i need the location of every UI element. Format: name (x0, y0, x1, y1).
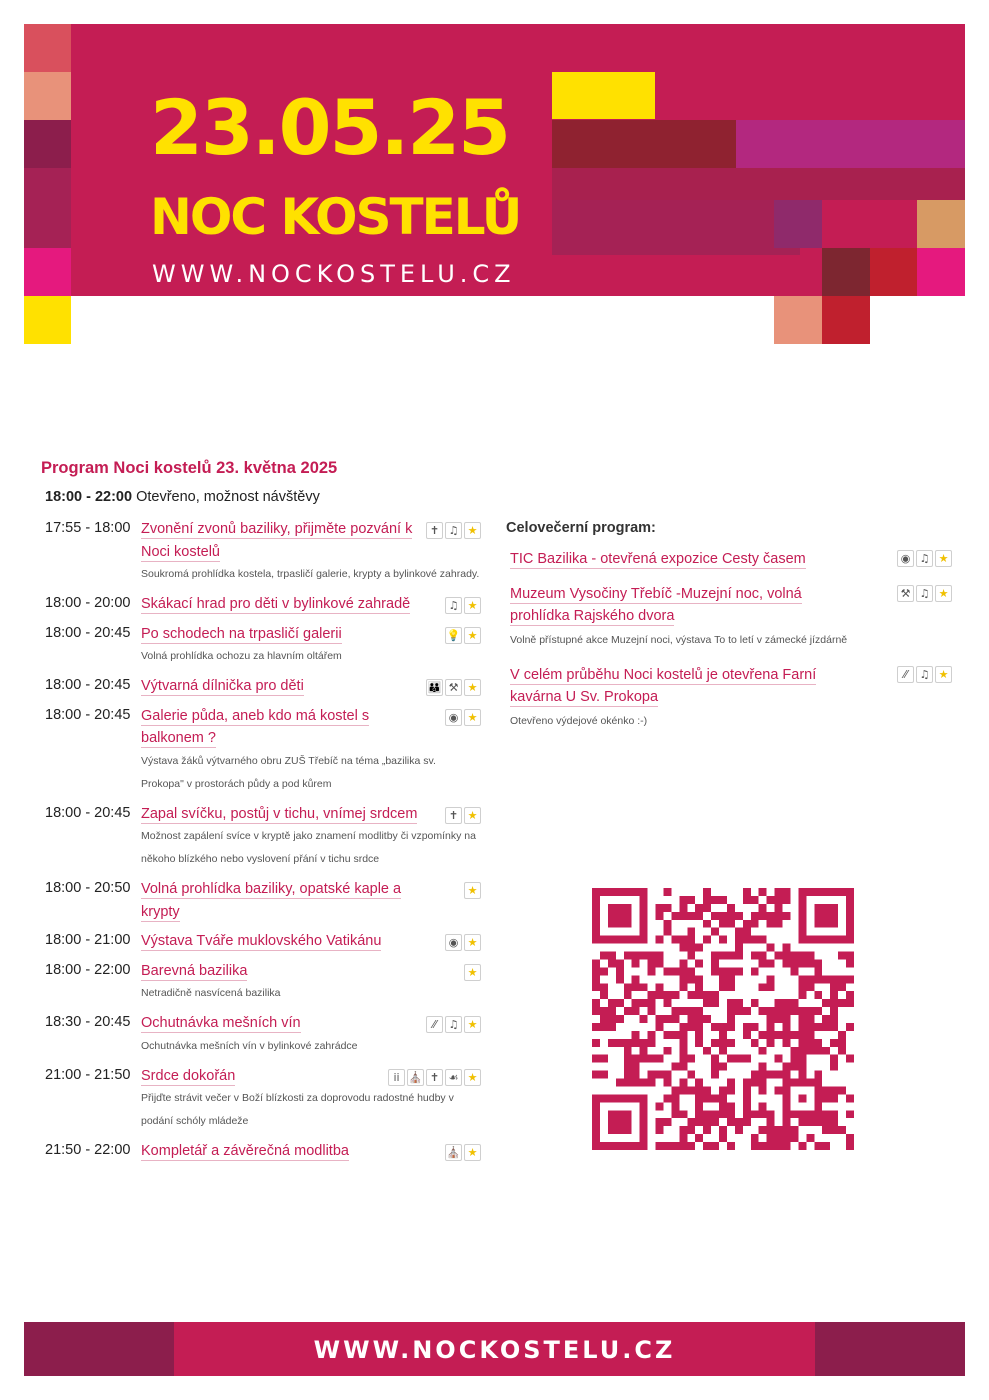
event-description: Otevřeno výdejové okénko :-) (510, 714, 648, 727)
header-banner (24, 24, 965, 296)
deco-block (774, 296, 822, 344)
event-time: 18:00 - 20:45 (45, 706, 131, 723)
event-title[interactable] (141, 623, 431, 646)
star-icon: ★ (464, 807, 481, 824)
event-title[interactable] (141, 518, 431, 563)
music-icon: ♫ (916, 550, 933, 567)
star-icon: ★ (464, 882, 481, 899)
star-icon: ★ (464, 1144, 481, 1161)
event-title-link[interactable]: Výtvarná dílnička pro děti (141, 678, 304, 694)
event-date: 23.05.25 (150, 83, 510, 172)
event-title-link[interactable]: Skákací hrad pro děti v bylinkové zahradě (141, 596, 411, 612)
opening-text: Otevřeno, možnost návštěvy (136, 489, 320, 505)
program-title: Program Noci kostelů 23. května 2025 (41, 459, 338, 477)
event-icons (445, 627, 481, 644)
all-evening-list (506, 548, 952, 733)
event-title: NOC KOSTELŮ (150, 188, 521, 246)
event-icons (388, 1069, 481, 1086)
event-title[interactable] (141, 930, 431, 953)
event-time: 21:50 - 22:00 (45, 1142, 131, 1158)
wine-icon: ⁄⁄ (897, 666, 914, 683)
event-icons (897, 550, 952, 567)
pray-icon: ⛪ (408, 1070, 423, 1084)
event-row (45, 930, 485, 953)
event-title-link[interactable]: Muzeum Vysočiny Třebíč -Muzejní noc, volná prohlídka Rajského dvora (510, 585, 802, 624)
event-description: Přijďte strávit večer v Boží blízkosti za doprovodu radostné hudby v podání schóly mládeže (141, 1092, 454, 1127)
cross-icon: ✝ (426, 522, 443, 539)
event-icons (426, 1016, 481, 1033)
music-icon: ♫ (445, 522, 462, 539)
event-title[interactable] (141, 803, 431, 826)
event-time: 18:00 - 20:50 (45, 880, 131, 896)
event-row (45, 705, 485, 796)
event-row (45, 1065, 485, 1134)
event-icons (464, 964, 481, 981)
event-title[interactable] (510, 548, 860, 571)
event-row (45, 1012, 485, 1058)
music-icon: ♫ (916, 666, 933, 683)
event-row (45, 803, 485, 872)
event-title-link[interactable]: Zapal svíčku, postůj v tichu, vnímej srdcem (141, 805, 418, 822)
all-evening-event (506, 583, 952, 652)
event-time: 18:00 - 20:00 (45, 595, 131, 611)
music-icon: ♫ (445, 597, 462, 614)
footer-banner (24, 1322, 965, 1376)
event-description: Výstava žáků výtvarného obru ZUŠ Třebíč na téma „bazilika sv. Prokopa" v prostorách půdy a pod kůrem (141, 754, 436, 790)
all-evening-heading: Celovečerní program: (506, 520, 656, 536)
tool-icon: ⚒ (445, 679, 462, 696)
event-title-link[interactable]: Barevná bazilika (141, 962, 248, 979)
all-evening-event (506, 664, 952, 733)
star-icon: ★ (464, 1016, 481, 1033)
event-title-link[interactable]: Kompletář a závěrečná modlitba (141, 1143, 349, 1159)
music-icon: ♫ (445, 1016, 462, 1033)
event-title[interactable] (141, 1140, 431, 1163)
music-icon: ♫ (916, 585, 933, 602)
cross-icon: ✝ (426, 1069, 443, 1086)
event-description: Netradičně nasvícená bazilika (141, 987, 281, 999)
event-title[interactable] (141, 675, 431, 698)
event-time: 21:00 - 21:50 (45, 1066, 131, 1083)
event-icons (445, 709, 481, 726)
event-icons (445, 934, 481, 951)
event-title-link[interactable]: Ochutnávka mešních vín (141, 1015, 301, 1031)
deco-block (822, 296, 870, 344)
star-icon: ★ (935, 585, 952, 602)
star-icon: ★ (464, 627, 481, 644)
event-icons (464, 882, 481, 899)
star-icon: ★ (464, 679, 481, 696)
event-title-link[interactable]: Srdce dokořán (141, 1067, 236, 1084)
event-title-link[interactable]: Zvonění zvonů baziliky, přijměte pozvání k Noci kostelů (141, 521, 413, 560)
event-row (45, 1140, 485, 1163)
event-description: Soukromá prohlídka kostela, trpasličí galerie, krypty a bylinkové zahrady. (141, 568, 480, 580)
star-icon: ★ (464, 934, 481, 951)
event-title[interactable] (141, 593, 431, 616)
event-title-link[interactable]: V celém průběhu Noci kostelů je otevřena Farní kavárna U Sv. Prokopa (510, 666, 817, 705)
event-title-link[interactable]: Výstava Tváře muklovského Vatikánu (141, 933, 382, 949)
event-row (45, 960, 485, 1006)
event-icons (445, 1144, 481, 1161)
event-time: 18:30 - 20:45 (45, 1014, 131, 1030)
event-description: Možnost zapálení svíce v kryptě jako znamení modlitby či vzpomínky na někoho blízkého nebo vyslovení přání v tichu srdce (141, 830, 476, 865)
pray-icon: ⛪ (446, 1146, 461, 1159)
event-title-link[interactable]: Galerie půda, aneb kdo má kostel s balkonem ? (141, 707, 370, 746)
cross-icon: ✝ (445, 807, 462, 824)
wine-icon: ⁄⁄ (426, 1016, 443, 1033)
tool-icon: ⚒ (897, 585, 914, 602)
event-title[interactable] (141, 1012, 431, 1035)
event-icons (445, 807, 481, 824)
event-row (45, 593, 485, 616)
event-time: 18:00 - 22:00 (45, 961, 131, 978)
star-icon: ★ (464, 1069, 481, 1086)
event-icons (897, 666, 952, 683)
event-title-link[interactable]: Po schodech na trpasličí galerii (141, 625, 342, 642)
star-icon: ★ (935, 666, 952, 683)
event-title[interactable] (141, 705, 431, 750)
all-evening-program (506, 520, 952, 745)
event-time: 18:00 - 21:00 (45, 932, 131, 948)
family-icon: 👪 (427, 681, 442, 694)
event-title-link[interactable]: Volná prohlídka baziliky, opatské kaple a krypty (141, 881, 402, 920)
star-icon: ★ (464, 709, 481, 726)
star-icon: ★ (464, 522, 481, 539)
event-icons (426, 522, 481, 539)
opening-time: 18:00 - 22:00 (45, 489, 133, 505)
eye-icon: ◉ (897, 550, 914, 567)
event-icons (426, 679, 481, 696)
dove-icon: ☙ (445, 1069, 462, 1086)
bulb-icon: 💡 (446, 628, 461, 642)
eye-icon: ◉ (445, 709, 462, 726)
event-title[interactable] (510, 583, 860, 628)
event-row (45, 518, 485, 586)
candles-icon: ii (388, 1069, 405, 1086)
event-time: 18:00 - 20:45 (45, 804, 131, 821)
event-time: 17:55 - 18:00 (45, 520, 131, 536)
event-row (45, 675, 485, 698)
event-row (45, 878, 485, 923)
event-description: Ochutnávka mešních vín v bylinkové zahrádce (141, 1039, 358, 1052)
event-list (45, 518, 485, 1170)
eye-icon: ◉ (445, 934, 462, 951)
event-title[interactable] (141, 878, 431, 923)
deco-block (24, 296, 71, 344)
event-time: 18:00 - 20:45 (45, 624, 131, 641)
event-time: 18:00 - 20:45 (45, 677, 131, 693)
footer-url[interactable]: WWW.NOCKOSTELU.CZ (313, 1336, 676, 1364)
event-row (45, 623, 485, 669)
star-icon: ★ (935, 550, 952, 567)
event-title-link[interactable]: TIC Bazilika - otevřená expozice Cesty časem (510, 551, 806, 567)
star-icon: ★ (464, 597, 481, 614)
event-title[interactable] (141, 960, 431, 983)
star-icon: ★ (464, 964, 481, 981)
event-icons (445, 597, 481, 614)
header-url[interactable]: WWW.NOCKOSTELU.CZ (152, 260, 516, 288)
event-icons (897, 585, 952, 602)
opening-hours (45, 489, 320, 505)
all-evening-event (506, 548, 952, 571)
event-description: Volně přístupné akce Muzejní noci, výstava To to letí v zámecké jízdárně (510, 633, 848, 646)
qr-code (592, 888, 854, 1150)
event-title[interactable] (510, 664, 860, 709)
event-description: Volná prohlídka ochozu za hlavním oltářem (141, 650, 342, 662)
